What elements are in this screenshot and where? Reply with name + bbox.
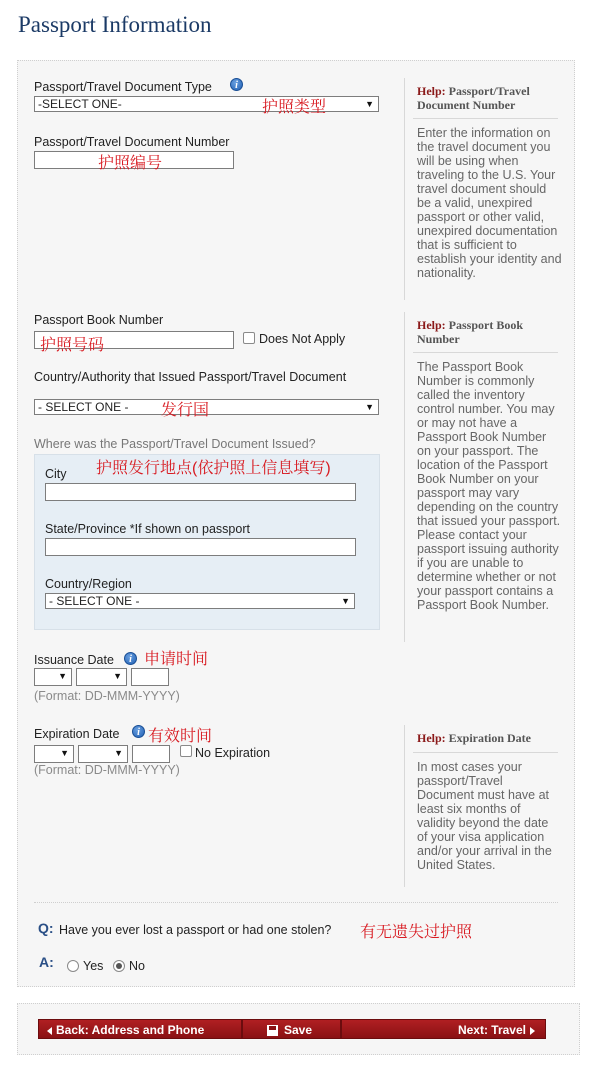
help-body-book-number: The Passport Book Number is commonly called the inventory control number. You may or may not have a Passport Book Number on your passport. The location of the Passport Book Number on your passport may vary depending on the country that issued your passport. Please contact your passport issuing authority if you are unable to determine whether or not your passport contains a Passport Book Number. bbox=[417, 360, 561, 612]
question-marker: Q: bbox=[38, 920, 54, 936]
no-expiration-label: No Expiration bbox=[195, 746, 271, 760]
page-title: Passport Information bbox=[18, 12, 212, 37]
doc-type-label: Passport/Travel Document Type bbox=[34, 80, 212, 94]
back-arrow-icon bbox=[47, 1027, 52, 1035]
save-button-label: Save bbox=[284, 1023, 313, 1037]
back-button-label: Back: Address and Phone bbox=[56, 1023, 205, 1037]
expiration-day-select[interactable] bbox=[34, 745, 74, 763]
country-region-select-value: - SELECT ONE - bbox=[49, 594, 140, 608]
doc-type-annotation: 护照类型 bbox=[262, 99, 327, 116]
issuing-country-annotation: 发行国 bbox=[161, 402, 210, 419]
city-label: City bbox=[45, 467, 67, 481]
dropdown-arrow-icon: ▼ bbox=[113, 671, 122, 681]
expiration-month-select[interactable] bbox=[78, 745, 128, 763]
dropdown-arrow-icon: ▼ bbox=[58, 671, 67, 681]
no-expiration-checkbox[interactable] bbox=[180, 745, 192, 757]
info-icon[interactable]: i bbox=[124, 652, 137, 665]
help-title-book-number bbox=[417, 318, 557, 346]
radio-no[interactable] bbox=[113, 960, 125, 972]
dropdown-arrow-icon: ▼ bbox=[60, 748, 69, 758]
does-not-apply-checkbox[interactable] bbox=[243, 332, 255, 344]
help-label: Help: bbox=[417, 84, 446, 98]
next-arrow-icon bbox=[530, 1027, 535, 1035]
issued-where-annotation: 护照发行地点(依护照上信息填写) bbox=[96, 460, 331, 477]
help-title-text: Passport/Travel Document Number bbox=[417, 84, 530, 112]
help-separator bbox=[413, 752, 558, 753]
book-number-annotation: 护照号码 bbox=[40, 337, 105, 354]
dropdown-arrow-icon: ▼ bbox=[365, 402, 374, 412]
state-input[interactable] bbox=[45, 538, 356, 556]
doc-number-label: Passport/Travel Document Number bbox=[34, 135, 230, 149]
help-separator bbox=[413, 118, 558, 119]
does-not-apply-label: Does Not Apply bbox=[259, 332, 346, 346]
book-number-label: Passport Book Number bbox=[34, 313, 164, 327]
help-title-text: Expiration Date bbox=[448, 731, 532, 745]
help-body-doc-number: Enter the information on the travel document you will be using when traveling to the U.S. Your travel document should be a valid, unexpired passport or other valid, unexpired documentation that is sufficient to establish your identity and nationality. bbox=[417, 126, 562, 280]
expiration-year-input[interactable] bbox=[132, 745, 170, 763]
info-icon[interactable]: i bbox=[132, 725, 145, 738]
help-title-text: Passport Book Number bbox=[417, 318, 524, 346]
issuance-date-label: Issuance Date bbox=[34, 653, 114, 667]
help-body-expiration: In most cases your passport/Travel Document must have at least six months of validity beyond the date of your visa application and/or your arrival in the United States. bbox=[417, 760, 552, 872]
back-button[interactable] bbox=[38, 1019, 242, 1039]
section-divider bbox=[34, 902, 558, 903]
expiration-date-annotation: 有效时间 bbox=[148, 728, 213, 745]
radio-no-label: No bbox=[129, 959, 145, 973]
issuing-country-label: Country/Authority that Issued Passport/Travel Document bbox=[34, 370, 347, 384]
issuance-year-input[interactable] bbox=[131, 668, 169, 686]
next-button[interactable] bbox=[341, 1019, 546, 1039]
dropdown-arrow-icon: ▼ bbox=[114, 748, 123, 758]
radio-yes[interactable] bbox=[67, 960, 79, 972]
state-label: State/Province *If shown on passport bbox=[45, 522, 250, 536]
country-region-label: Country/Region bbox=[45, 577, 132, 591]
question-text: Have you ever lost a passport or had one stolen? bbox=[59, 923, 332, 937]
dropdown-arrow-icon: ▼ bbox=[365, 99, 374, 109]
help-label: Help: bbox=[417, 731, 446, 745]
radio-yes-label: Yes bbox=[83, 959, 104, 973]
expiration-format-hint: (Format: DD-MMM-YYYY) bbox=[34, 763, 180, 777]
issuance-format-hint: (Format: DD-MMM-YYYY) bbox=[34, 689, 180, 703]
help-label: Help: bbox=[417, 318, 446, 332]
question-annotation: 有无遗失过护照 bbox=[360, 924, 473, 941]
expiration-date-label: Expiration Date bbox=[34, 727, 120, 741]
help-separator bbox=[413, 352, 558, 353]
issued-where-label: Where was the Passport/Travel Document Issued? bbox=[34, 437, 316, 451]
answer-marker: A: bbox=[39, 954, 54, 970]
issuing-country-select-value: - SELECT ONE - bbox=[38, 400, 129, 414]
next-button-label: Next: Travel bbox=[457, 1023, 526, 1037]
dropdown-arrow-icon: ▼ bbox=[341, 596, 350, 606]
doc-number-annotation: 护照编号 bbox=[98, 155, 163, 172]
help-title-doc-number bbox=[417, 84, 557, 112]
help-title-expiration bbox=[417, 731, 557, 745]
city-input[interactable] bbox=[45, 483, 356, 501]
issuance-date-annotation: 申请时间 bbox=[144, 651, 209, 668]
country-region-select[interactable] bbox=[45, 593, 355, 609]
issuance-month-select[interactable] bbox=[76, 668, 127, 686]
doc-type-select-value: -SELECT ONE- bbox=[38, 97, 122, 111]
issuance-day-select[interactable] bbox=[34, 668, 72, 686]
info-icon[interactable]: i bbox=[230, 78, 243, 91]
save-disk-icon bbox=[267, 1025, 278, 1036]
save-button[interactable] bbox=[242, 1019, 341, 1039]
doc-type-select[interactable] bbox=[34, 96, 379, 112]
